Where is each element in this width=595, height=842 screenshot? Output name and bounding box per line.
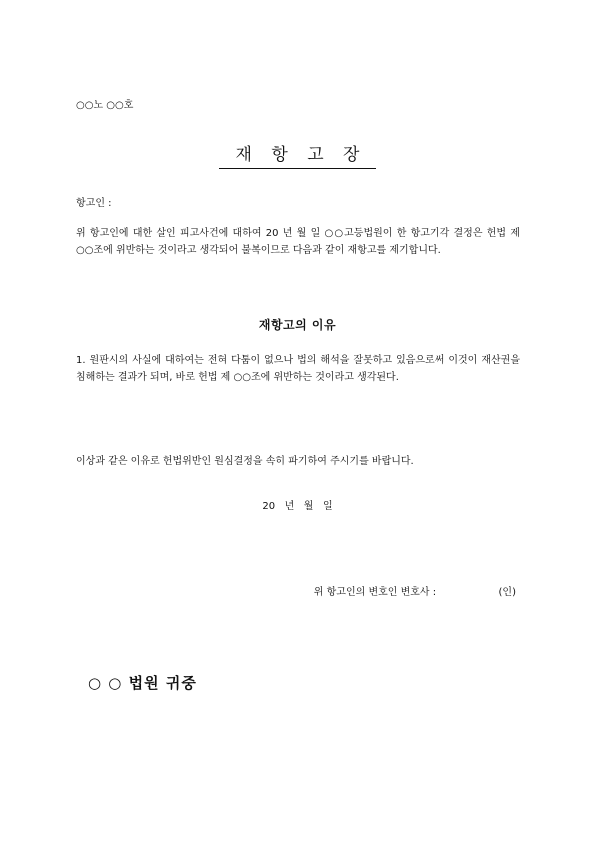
request-paragraph: 이상과 같은 이유로 헌법위반인 원심결정을 속히 파기하여 주시기를 바랍니다. [76,456,414,467]
signature-label: 위 항고인의 변호인 변호사 : [313,587,437,598]
title-container [0,140,595,169]
signature-line [314,583,516,598]
reasons-heading: 재항고의 이유 [258,318,337,332]
seal-mark: (인) [498,587,516,598]
document-title: 재 항 고 장 [219,140,377,169]
intro-paragraph: 위 항고인에 대한 살인 피고사건에 대하여 20 년 월 일 ○○고등법원이 한 항고기각 결정은 헌법 제 ○○조에 위반하는 것이라고 생각되어 불복이므로 다음과 같이 재항고를 제기합니다. [76,228,520,256]
reason-paragraph: 1. 원판시의 사실에 대하여는 전혀 다툼이 없으나 법의 해석을 잘못하고 있음으로써 이것이 재산권을 침해하는 결과가 되며, 바로 헌법 제 ○○조에 위반하는 것이라고 생각된다. [76,355,520,383]
court-addressee: ○ ○ 법원 귀중 [88,674,197,692]
appellant-label: 항고인 : [76,198,112,209]
case-number: ○○노 ○○호 [76,100,134,111]
date-line: 20 년 월 일 [262,501,333,512]
